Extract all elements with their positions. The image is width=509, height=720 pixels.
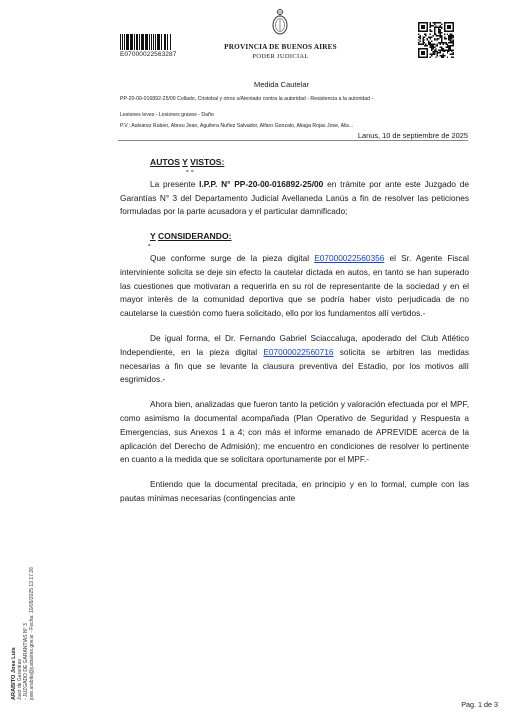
qr-module [437,38,438,39]
qr-module [453,41,454,42]
qr-module [445,42,446,43]
qr-module [451,57,452,58]
qr-module [424,36,425,37]
qr-module [440,36,441,37]
qr-module [434,34,435,35]
qr-module [430,36,431,37]
paragraph-presente: La presente I.P.P. N° PP-20-00-016892-25/00 en trámite por ante este Juzgado de Garantías N° 3 del Departamento Judicial Avellaneda Lanús a fin de resolver las peticiones formuladas por la parte acusadora y el particular damnificado; [120,178,469,217]
qr-module [437,44,438,45]
qr-module [444,34,445,35]
qr-module [430,26,431,27]
qr-module [453,45,454,46]
qr-module [440,22,441,23]
qr-module [432,44,433,45]
qr-module [418,36,419,37]
qr-module [435,45,436,46]
qr-module [430,22,431,23]
qr-module [419,35,420,36]
qr-module [438,49,439,50]
qr-module [425,35,426,36]
qr-module [453,49,454,50]
qr-module [442,44,443,45]
qr-module [432,52,433,53]
qr-module [430,54,431,55]
qr-module [431,49,432,50]
qr-module [450,38,451,39]
qr-module [447,57,448,58]
qr-module [441,26,442,27]
heading-autos-vistos: AUTOS Y VISTOS: - - [150,156,469,170]
qr-module [418,39,419,40]
qr-module [441,57,442,58]
qr-module [422,36,423,37]
qr-module [444,55,445,56]
qr-module [450,39,451,40]
qr-module [450,42,451,43]
qr-module [453,39,454,40]
heading-considerando: Y CONSIDERANDO: - [150,230,469,244]
paragraph-fiscal: Que conforme surge de la pieza digital E07000022560356 el Sr. Agente Fiscal interviniente solicita se deje sin efecto la cautelar dictada en autos, en tanto se han superado las cuestiones que motivaran a requerirla en su rol de representante de la sociedad y en el mayor interés de la comunidad deportiva que se podría haber visto perjudicada de no cautelarse la cuestión como fuera solicitado, ello por los fundamentos allí vertidos.- [120,252,470,319]
qr-module [430,45,431,46]
qr-module [432,54,433,55]
qr-module [428,36,429,37]
qr-module [437,51,438,52]
qr-module [430,34,431,35]
qr-module [435,34,436,35]
qr-module [447,49,448,50]
qr-module [442,42,443,43]
digital-piece-link-1[interactable]: E07000022560356 [314,252,385,263]
qr-module [448,36,449,37]
qr-module [424,45,425,46]
qr-module [450,48,451,49]
qr-module [431,44,432,45]
qr-module [418,42,419,43]
qr-module [434,46,435,47]
qr-module [437,52,438,53]
case-caption: PP-20-00-016892-25/00 Collado, Cristobal y otros s/Atentado contra la autoridad - Resistencia a la autoridad - [120,96,374,102]
qr-module [422,39,423,40]
qr-module [438,52,439,53]
qr-module [450,36,451,37]
qr-module [430,29,431,30]
qr-module [445,46,446,47]
qr-module [445,49,446,50]
document-date: Lanus, 10 de septiembre de 2025 [357,131,468,140]
case-caption-continued: Lesiones leves - Lesiones graves - Daño [120,112,214,118]
signature-details: jose.arabito@jusbaires.gov.ar - Fecha: 10/09/2025 13:17:26 [29,567,35,700]
qr-module [438,35,439,36]
qr-module [453,52,454,53]
qr-module [428,42,429,43]
qr-module [419,36,420,37]
qr-module [451,42,452,43]
qr-module [440,31,441,32]
qr-module [440,35,441,36]
qr-module [427,45,428,46]
qr-module [418,44,419,45]
qr-module [438,38,439,39]
qr-module [440,42,441,43]
qr-module [442,57,443,58]
qr-module [453,36,454,37]
qr-module [451,35,452,36]
qr-module [438,22,439,23]
qr-module [434,54,435,55]
qr-module [441,36,442,37]
qr-module [430,25,431,26]
province-seal-icon [271,8,289,36]
qr-module [441,32,442,33]
qr-module [437,22,438,23]
qr-module [434,26,435,27]
qr-module [437,55,438,56]
qr-module [430,38,431,39]
qr-module [440,49,441,50]
qr-module [440,46,441,47]
paragraph-analisis: Ahora bien, analizadas que fueron tanto la petición y valoración efectuada por el MPF, como asimismo la documental acompañada (Plan Operativo de Seguridad y Respuesta a Emergencias, sus Anexos 1 a 4; con más el informe emanado de APREVIDE acerca de la aplicación del Derecho de Admisión); me encuentro en condiciones de resolver lo pertinente en cuanto a la medida que se solicitara oportunamente por el MPF.- [120,399,469,465]
qr-module [418,34,419,35]
header-divider [118,140,468,141]
qr-module [419,41,420,42]
qr-module [447,52,448,53]
qr-module [451,41,452,42]
qr-module [435,48,436,49]
qr-module [441,35,442,36]
qr-module [437,26,438,27]
qr-module [438,26,439,27]
qr-module [442,48,443,49]
qr-module [440,51,441,52]
qr-module [438,32,439,33]
qr-module [434,23,435,24]
qr-module [434,51,435,52]
qr-module [441,38,442,39]
qr-module [434,29,435,30]
qr-module [430,57,431,58]
qr-module [435,51,436,52]
qr-module [434,28,435,29]
qr-module [442,49,443,50]
qr-module [451,34,452,35]
qr-module [421,51,425,55]
qr-module [424,34,425,35]
qr-module [448,51,449,52]
qr-module [430,44,431,45]
qr-module [440,44,441,45]
qr-module [437,35,438,36]
qr-module [427,39,428,40]
qr-module [422,44,423,45]
signature-stamp [11,500,35,700]
qr-module [440,32,441,33]
qr-module [453,42,454,43]
qr-module [434,49,435,50]
qr-module [447,45,448,46]
qr-module [450,54,451,55]
qr-module [444,51,445,52]
qr-module [440,55,441,56]
qr-module [430,42,431,43]
qr-module [451,51,452,52]
qr-module [435,25,436,26]
qr-module [442,51,443,52]
qr-module [435,22,436,23]
qr-module [434,31,435,32]
qr-module [430,46,431,47]
qr-module [441,39,442,40]
qr-module [450,35,451,36]
qr-module [441,28,442,29]
qr-module [421,44,422,45]
qr-module [435,39,436,40]
qr-module [441,55,442,56]
qr-module [431,41,432,42]
qr-module [422,41,423,42]
qr-module [450,49,451,50]
qr-module [434,44,435,45]
qr-module [432,35,433,36]
qr-module [450,34,451,35]
qr-module [442,55,443,56]
qr-module [441,41,442,42]
qr-module [442,54,443,55]
qr-module [422,42,423,43]
signer-name: ARABITO Jose Luis [11,647,17,700]
qr-module [453,35,454,36]
qr-module [434,38,435,39]
qr-module [437,39,438,40]
qr-module [441,49,442,50]
victims-line: P.V.: Aalvarez Ruben, Abreu Jean, Aguilera Nuñez Salvador, Alfaro Gonzalo, Aliaga Rojas Jose, Alis... [120,123,354,129]
qr-module [453,54,454,55]
qr-module [451,36,452,37]
qr-code-icon [418,22,454,58]
qr-module [437,54,438,55]
qr-module [432,25,433,26]
qr-module [430,31,431,32]
qr-module [447,51,448,52]
qr-module [440,25,441,26]
qr-module [421,25,425,29]
qr-module [431,55,432,56]
qr-module [445,44,446,45]
qr-module [448,38,449,39]
qr-module [444,36,445,37]
qr-module [447,34,448,35]
qr-module [448,39,449,40]
qr-module [450,41,451,42]
qr-module [430,23,431,24]
qr-module [448,35,449,36]
qr-module [432,45,433,46]
qr-module [440,26,441,27]
qr-module [438,42,439,43]
qr-module [450,45,451,46]
digital-piece-link-2[interactable]: E07000022560716 [263,346,334,357]
qr-module [448,48,449,49]
qr-module [434,22,435,23]
paragraph-documental: Entiendo que la documental precitada, en principio y en lo formal, cumple con las pautas mínimas necesarias (contingencias ante [120,479,469,503]
qr-module [440,52,441,53]
qr-module [431,54,432,55]
qr-module [451,49,452,50]
qr-module [431,45,432,46]
qr-module [447,25,451,29]
document-body [120,156,469,506]
qr-module [434,52,435,53]
qr-module [448,46,449,47]
heading-mark: - [148,240,151,250]
heading-mark: - - [186,166,194,175]
qr-module [419,44,420,45]
qr-module [453,57,454,58]
qr-module [444,49,445,50]
qr-module [451,38,452,39]
qr-module [425,45,426,46]
qr-module [438,31,439,32]
qr-module [424,39,425,40]
qr-module [441,46,442,47]
qr-module [440,29,441,30]
qr-module [447,44,448,45]
qr-module [451,54,452,55]
qr-module [453,44,454,45]
qr-module [425,34,426,35]
qr-module [435,35,436,36]
paragraph-apoderado: De igual forma, el Dr. Fernando Gabriel Sciaccaluga, apoderado del Club Atlético Independiente, en la pieza digital E07000022560716 solicita se arbitren las medidas necesarias a fin que se levante la clausura preventiva del Estadio, por los motivos allí esgrimidos.- [120,332,469,385]
qr-module [431,31,432,32]
qr-module [428,44,429,45]
page-number: Pag. 1 de 3 [461,700,498,709]
qr-module [444,38,445,39]
qr-module [427,38,428,39]
qr-module [435,57,436,58]
qr-module [451,45,452,46]
qr-module [431,36,432,37]
signer-role: Juez de Garantías [17,659,23,700]
qr-module [445,38,446,39]
qr-module [431,48,432,49]
qr-module [425,44,426,45]
qr-module [444,42,445,43]
qr-module [440,34,441,35]
qr-module [441,23,442,24]
qr-module [448,49,449,50]
qr-module [428,41,429,42]
qr-module [434,32,435,33]
barcode-number: E07000022563287 [120,51,177,58]
qr-module [424,42,425,43]
province-name: PROVINCIA DE BUENOS AIRES [224,43,337,51]
qr-module [447,46,448,47]
qr-module [434,39,435,40]
signer-court: - JUZGADO DE GARANTIAS N° 3 [23,623,29,700]
qr-module [448,45,449,46]
judicial-power: PODER JUDICIAL [252,53,309,60]
qr-module [432,51,433,52]
qr-module [448,42,449,43]
qr-module [435,26,436,27]
document-title: Medida Cautelar [253,80,310,89]
qr-module [432,46,433,47]
qr-module [432,48,433,49]
qr-module [431,46,432,47]
qr-module [431,25,432,26]
qr-module [450,46,451,47]
qr-module [432,22,433,23]
qr-module [438,29,439,30]
qr-module [441,48,442,49]
qr-module [441,42,442,43]
qr-module [435,49,436,50]
qr-module [422,38,423,39]
qr-module [437,45,438,46]
qr-module [438,28,439,29]
qr-module [419,38,420,39]
